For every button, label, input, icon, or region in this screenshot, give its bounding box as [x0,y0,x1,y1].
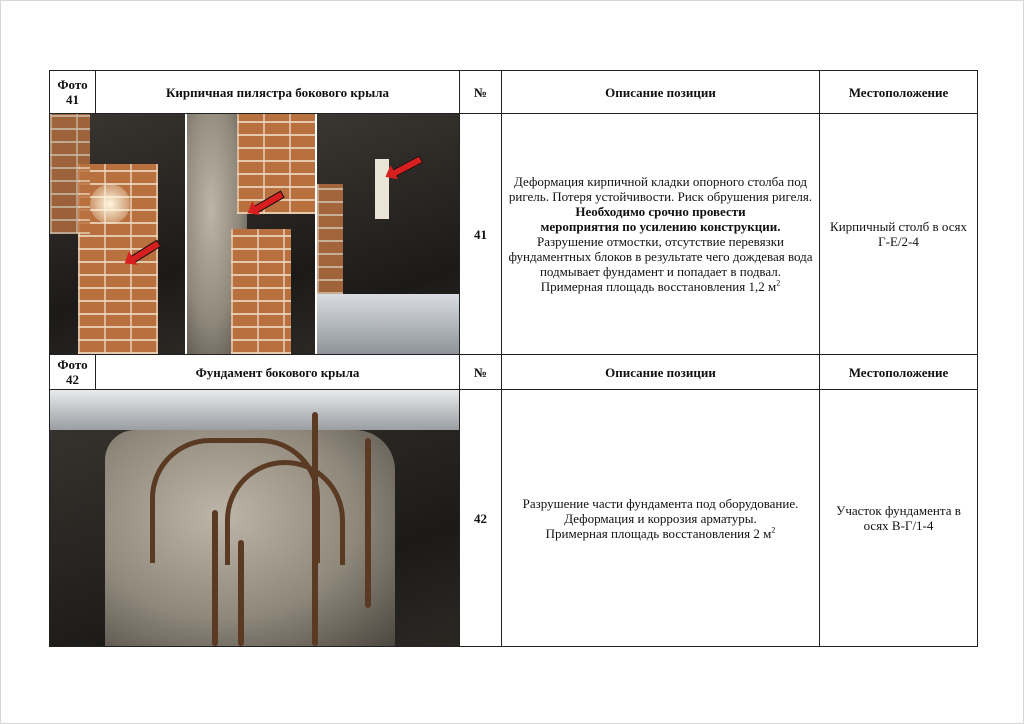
photo-title: Фундамент бокового крыла [96,355,460,390]
area-42: Примерная площадь восстановления 2 м [545,525,772,541]
photo-label-cell [50,71,96,114]
photo-41-panel-2 [187,114,315,354]
location-header: Местоположение [820,355,978,390]
description-41-bold-1: Необходимо срочно провести [575,204,746,219]
description-41-text-2: Разрушение отмостки, отсутствие перевязки фундаментных блоков в результате чего дождевая вода подмывает фундамент и попадает в подвал. [508,234,813,279]
description-header: Описание позиции [502,355,820,390]
photo-number: 42 [66,372,79,387]
photo-label-cell [50,355,96,390]
position-number-41: 41 [460,114,502,355]
area-41-unit-sup: 2 [776,278,781,288]
inspection-table [49,70,978,647]
description-41-bold-2: мероприятия по усилению конструкции. [540,219,781,234]
photo-42 [50,390,460,647]
description-42 [502,390,820,647]
description-42-text-1: Разрушение части фундамента под оборудование. Деформация и коррозия арматуры. [522,495,799,526]
photo-41-panel-3 [317,114,460,354]
photo-number: 41 [66,92,79,107]
location-header: Местоположение [820,71,978,114]
location-41: Кирпичный столб в осях Г-Е/2-4 [820,114,978,355]
number-header: № [460,355,502,390]
photo-title: Кирпичная пилястра бокового крыла [96,71,460,114]
photo-42-panel [50,390,460,646]
header-row-41 [50,71,978,114]
photo-label: Фото [57,357,88,372]
description-41 [502,114,820,355]
area-42-unit-sup: 2 [771,525,776,535]
content-row-41 [50,114,978,355]
photo-label: Фото [57,77,88,92]
description-header: Описание позиции [502,71,820,114]
area-41: Примерная площадь восстановления 1,2 м [540,279,777,294]
photo-41-panel-1 [50,114,185,354]
position-number-42: 42 [460,390,502,647]
content-row-42 [50,390,978,647]
number-header: № [460,71,502,114]
description-41-text-1: Деформация кирпичной кладки опорного столба под ригель. Потеря устойчивости. Риск обрушения ригеля. [508,174,813,204]
photo-41 [50,114,460,355]
header-row-42 [50,355,978,390]
location-42: Участок фундамента в осях В-Г/1-4 [820,390,978,647]
